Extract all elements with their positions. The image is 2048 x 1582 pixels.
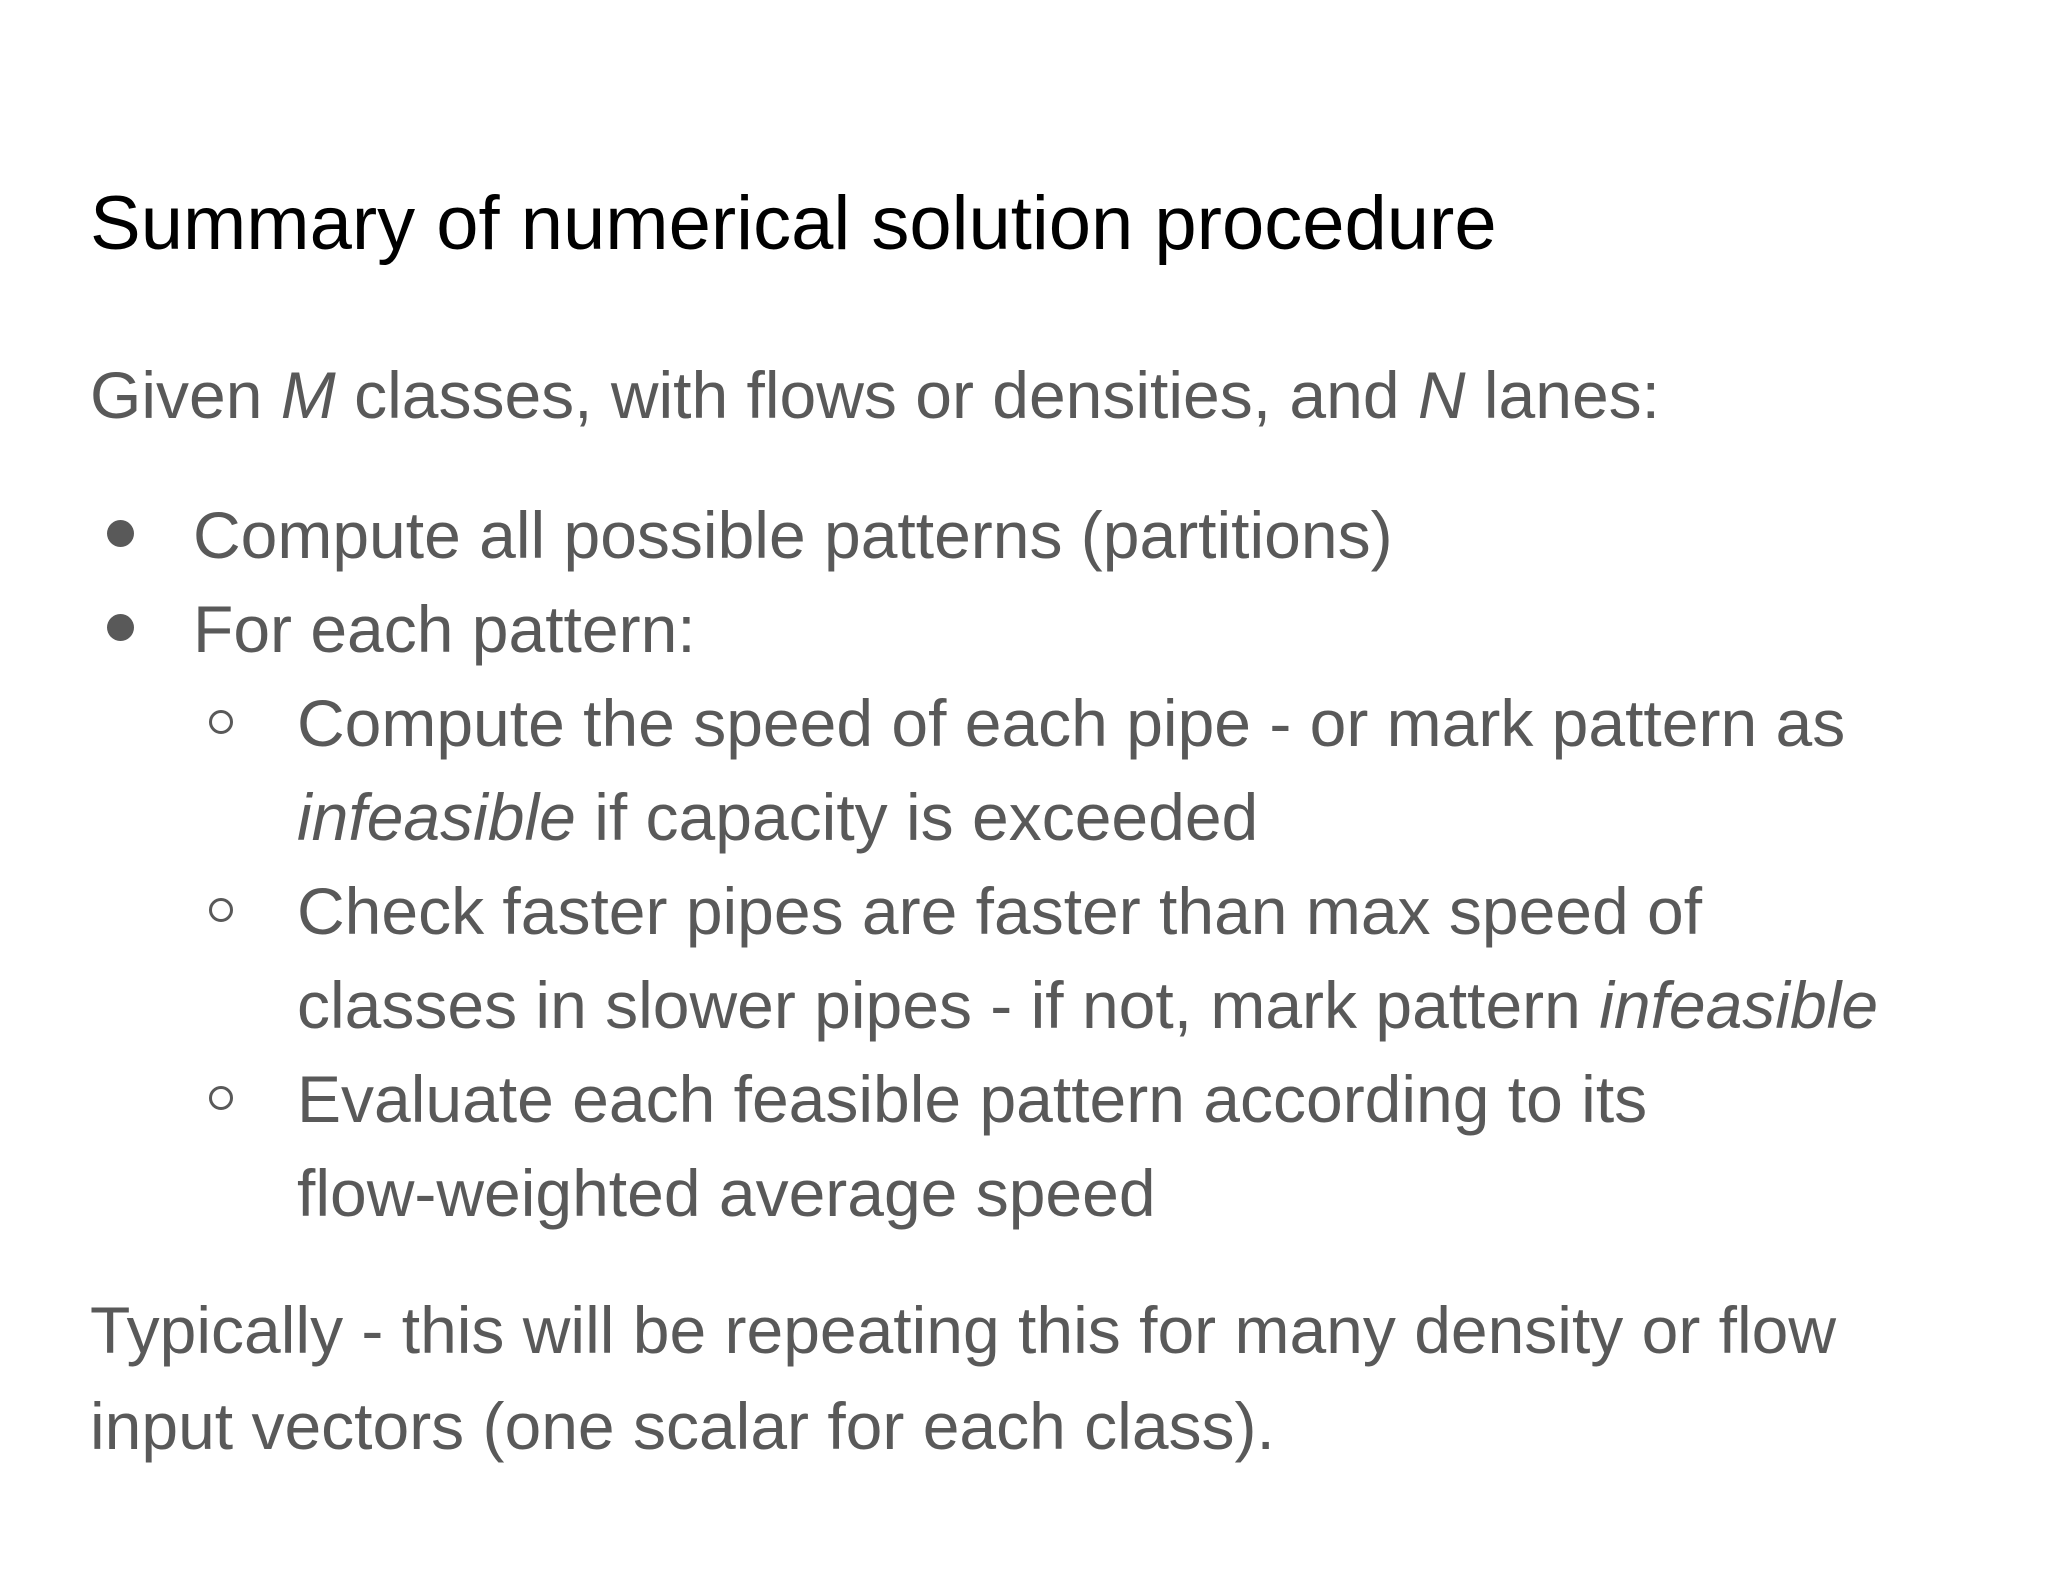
intro-text xyxy=(90,349,1660,441)
bullet-item-for-each-pattern xyxy=(0,582,2048,676)
bullet-list xyxy=(0,488,2048,676)
emphasis-infeasible: infeasible xyxy=(297,780,576,854)
hollow-bullet-icon xyxy=(209,1086,233,1110)
intro-middle: classes, with flows or densities, and xyxy=(335,358,1418,432)
sub-bullet-text: if capacity is exceeded xyxy=(575,780,1259,854)
sub-bullet-list xyxy=(0,676,2048,1240)
sub-bullet-line: Check faster pipes are faster than max speed of xyxy=(297,874,1703,948)
intro-suffix: lanes: xyxy=(1465,358,1661,432)
sub-bullet-item-check-faster-pipes xyxy=(0,864,1997,1052)
outro-text xyxy=(90,1282,1836,1474)
sub-bullet-item-compute-speed xyxy=(0,676,1997,864)
sub-bullet-line: Evaluate each feasible pattern according to its xyxy=(297,1062,1648,1136)
variable-n: N xyxy=(1417,358,1466,432)
bullet-text: For each pattern: xyxy=(193,592,696,666)
sub-bullet-text: classes in slower pipes - if not, mark pattern xyxy=(297,968,1600,1042)
sub-bullet-line: flow-weighted average speed xyxy=(297,1156,1156,1230)
sub-bullet-line xyxy=(297,770,1997,864)
hollow-bullet-icon xyxy=(209,710,233,734)
filled-bullet-icon xyxy=(107,614,134,641)
slide-title: Summary of numerical solution procedure xyxy=(90,181,1497,266)
emphasis-infeasible: infeasible xyxy=(1599,968,1879,1042)
bullet-text: Compute all possible patterns (partitions) xyxy=(193,498,1393,572)
outro-line: input vectors (one scalar for each class). xyxy=(90,1389,1275,1463)
variable-m: M xyxy=(280,358,336,432)
sub-bullet-line xyxy=(297,958,1997,1052)
filled-bullet-icon xyxy=(107,520,134,547)
outro-line: Typically - this will be repeating this for many density or flow xyxy=(90,1293,1837,1367)
hollow-bullet-icon xyxy=(209,898,233,922)
sub-bullet-line: Compute the speed of each pipe - or mark pattern as xyxy=(297,686,1846,760)
sub-bullet-item-evaluate-patterns xyxy=(0,1052,1997,1240)
bullet-item-compute-patterns xyxy=(0,488,2048,582)
intro-prefix: Given xyxy=(90,358,281,432)
